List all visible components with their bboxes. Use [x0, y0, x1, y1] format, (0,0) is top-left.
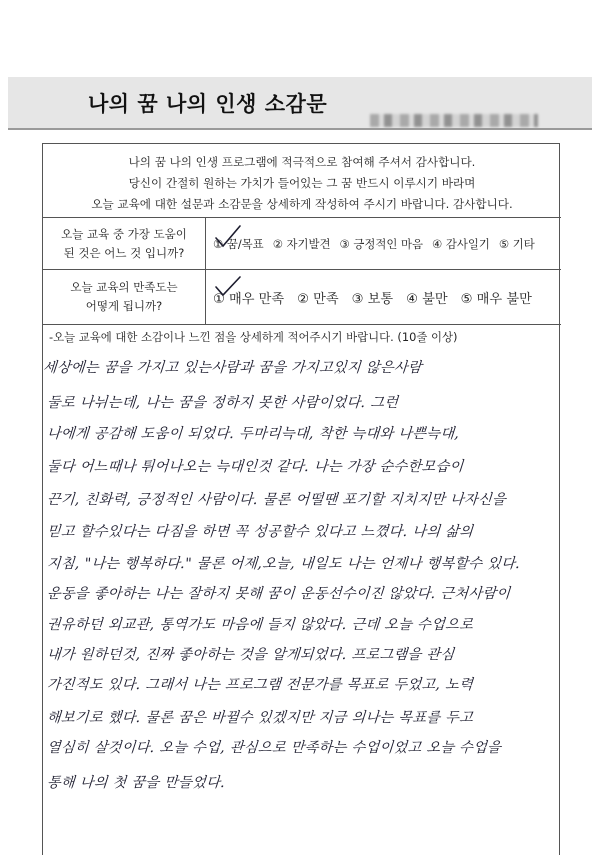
- option-neutral[interactable]: ③ 보통: [351, 291, 394, 307]
- option-self-discovery[interactable]: ② 자기발견: [272, 236, 331, 251]
- option-dream-goal[interactable]: ① 꿈/목표: [213, 236, 264, 251]
- page-title: 나의 꿈 나의 인생 소감문: [88, 92, 328, 116]
- question-text: 어떻게 됩니까?: [85, 299, 163, 313]
- handwritten-line: 가진적도 있다. 그래서 나는 프로그램 전문가를 목표로 두었고, 노력: [46, 677, 474, 693]
- handwritten-line: 운동을 좋아하는 나는 잘하지 못해 꿈이 운동선수이진 않았다. 근처사람이: [46, 586, 511, 602]
- answer-options: [213, 270, 545, 324]
- question-row-helpful: [43, 217, 561, 269]
- handwritten-line: 둘로 나뉘는데, 나는 꿈을 정하지 못한 사람이었다. 그런: [46, 395, 399, 411]
- handwritten-line: 끈기, 친화력, 긍정적인 사람이다. 물론 어떨땐 포기할 지치지만 나자신을: [46, 492, 507, 508]
- free-response-label: -오늘 교육에 대한 소감이나 느낀 점을 상세하게 적어주시기 바랍니다. (10줄 이상): [49, 330, 458, 344]
- handwritten-line: 권유하던 외교관, 통역가도 마음에 들지 않았다. 근데 오늘 수업으로: [46, 617, 474, 633]
- question-text: 오늘 교육의 만족도는: [70, 280, 178, 294]
- handwritten-line: 해보기로 했다. 물론 꿈은 바뀔수 있겠지만 지금 의나는 목표를 두고: [46, 710, 474, 726]
- question-label: [43, 270, 206, 324]
- header-divider: [8, 128, 592, 130]
- option-very-satisfied[interactable]: ① 매우 만족: [213, 291, 285, 307]
- handwritten-line: 지침, "나는 행복하다." 물론 어제,오늘, 내일도 나는 언제나 행복할수 있다.: [46, 556, 521, 572]
- intro-text: [43, 152, 561, 215]
- handwritten-line: 열심히 살것이다. 오늘 수업, 관심으로 만족하는 수업이었고 오늘 수업을: [46, 740, 502, 756]
- checkmark-icon: [213, 274, 243, 300]
- handwritten-line: 세상에는 꿈을 가지고 있는사람과 꿈을 가지고있지 않은사람: [42, 360, 423, 376]
- option-other[interactable]: ⑤ 기타: [498, 236, 535, 251]
- handwritten-line: 나에게 공감해 도움이 되었다. 두마리늑대, 착한 늑대와 나쁜늑대,: [46, 426, 460, 442]
- question-text: 된 것은 어느 것 입니까?: [63, 245, 185, 260]
- option-gratitude-journal[interactable]: ④ 감사일기: [432, 236, 490, 251]
- question-label: [43, 218, 206, 269]
- option-positive-mind[interactable]: ③ 긍정적인 마음: [339, 236, 424, 251]
- handwritten-line: 내가 원하던것, 진짜 좋아하는 것을 알게되었다. 프로그램을 관심: [46, 647, 455, 663]
- handwritten-line: 둘다 어느때나 튀어나오는 늑대인것 같다. 나는 가장 순수한모습이: [46, 459, 465, 475]
- survey-form: [42, 143, 560, 855]
- handwritten-line: 통해 나의 첫 꿈을 만들었다.: [46, 775, 226, 791]
- question-text: 오늘 교육 중 가장 도움이: [61, 226, 187, 241]
- question-row-satisfaction: [43, 269, 561, 324]
- intro-line: 오늘 교육에 대한 설문과 소감문을 상세하게 작성하여 주시기 바랍니다. 감사합니다.: [91, 197, 513, 211]
- option-satisfied[interactable]: ② 만족: [297, 291, 339, 307]
- answer-options: [213, 218, 544, 269]
- option-very-dissatisfied[interactable]: ⑤ 매우 불만: [460, 291, 532, 307]
- redacted-name: [370, 114, 538, 127]
- option-dissatisfied[interactable]: ④ 불만: [406, 291, 448, 307]
- intro-line: 당신이 간절히 원하는 가치가 들어있는 그 꿈 반드시 이루시기 바라며: [128, 176, 476, 190]
- checkmark-icon: [213, 224, 243, 250]
- free-response-header: [43, 324, 561, 348]
- handwritten-line: 믿고 할수있다는 다짐을 하면 꼭 성공할수 있다고 느꼈다. 나의 삶의: [46, 524, 474, 540]
- intro-line: 나의 꿈 나의 인생 프로그램에 적극적으로 참여해 주셔서 감사합니다.: [128, 155, 476, 169]
